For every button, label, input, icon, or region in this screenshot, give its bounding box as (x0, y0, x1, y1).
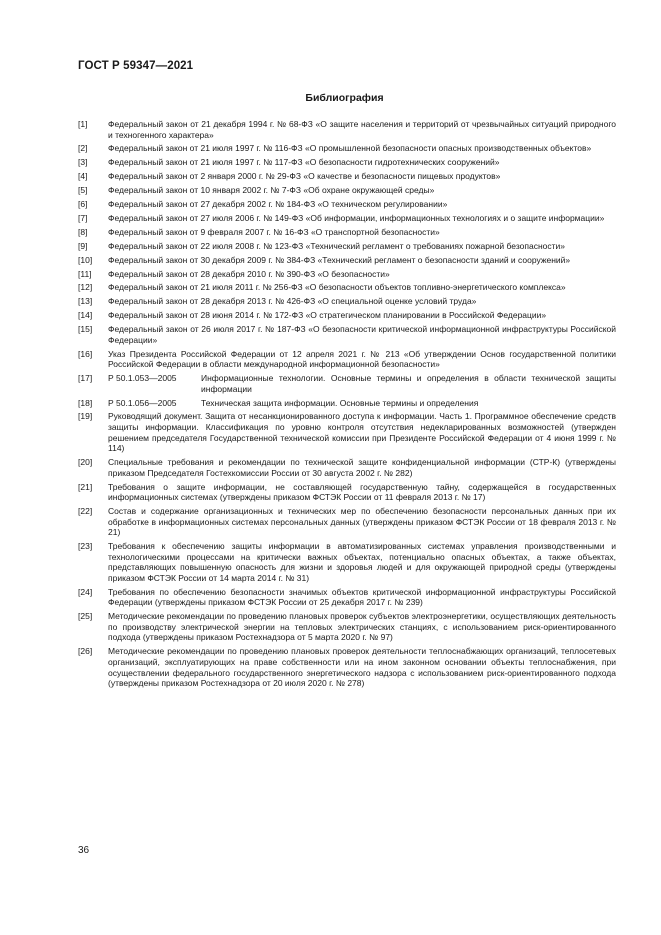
entry-text: Указ Президента Российской Федерации от 12 апреля 2021 г. № 213 «Об утверждении Основ государственной политики Российской Федерации в области международной информационной безопасности» (108, 348, 616, 370)
bibliography-entry (78, 119, 616, 140)
entry-text: Требования по обеспечению безопасности значимых объектов критической информационной инфраструктуры Российской Федерации (утверждены приказом ФСТЭК России от 25 декабря 2017 г. № 239) (108, 586, 616, 608)
bibliography-entry (78, 185, 616, 196)
page-number: 36 (78, 845, 90, 856)
entry-number: [16] (78, 348, 93, 359)
section-title (0, 92, 661, 104)
entry-number: [21] (78, 481, 93, 492)
entry-number: [22] (78, 506, 93, 517)
entry-number: [2] (78, 143, 88, 154)
entry-text: Федеральный закон от 30 декабря 2009 г. № 384-ФЗ «Технический регламент о безопасности зданий и сооружений» (108, 254, 571, 265)
entry-number: [3] (78, 157, 88, 168)
entry-text: Федеральный закон от 28 декабря 2013 г. № 426-ФЗ «О специальной оценке условий труда» (108, 296, 477, 307)
entry-text: Федеральный закон от 26 июля 2017 г. № 187-ФЗ «О безопасности критической информационной инфраструктуры Российской Федерации» (108, 324, 616, 345)
entry-number: [24] (78, 586, 93, 597)
entry-number: [10] (78, 254, 93, 265)
bibliography-entry (78, 241, 616, 252)
entry-number: [7] (78, 212, 88, 223)
entry-number: [23] (78, 541, 93, 552)
bibliography-list (78, 119, 616, 692)
entry-text: Методические рекомендации по проведению плановых проверок деятельности теплоснабжающих организаций, теплосетевых организаций, эксплуатирующих на праве собственности или на ином законном основании объекты теплоснабжения, при осуществлении федерального государственного энергетического надзора с использованием риск-ориентированного подхода (утверждены приказом Ростехнадзора от 20 июля 2020 г. № 278) (108, 646, 616, 689)
bibliography-entry (78, 506, 616, 538)
document-header: ГОСТ Р 59347—2021 (78, 60, 194, 72)
entry-number: [4] (78, 171, 88, 182)
entry-number: [19] (78, 411, 93, 422)
bibliography-entry (78, 611, 616, 643)
entry-number: [8] (78, 226, 88, 237)
bibliography-entry (78, 541, 616, 583)
entry-number: [9] (78, 240, 88, 251)
entry-standard-code: Р 50.1.053—2005 (108, 373, 177, 384)
entry-number: [6] (78, 199, 88, 210)
entry-text: Федеральный закон от 21 декабря 1994 г. № 68-ФЗ «О защите населения и территорий от чрезвычайных ситуаций природного и техногенного характера» (108, 119, 616, 140)
entry-number: [12] (78, 282, 93, 293)
entry-text: Федеральный закон от 21 июля 1997 г. № 117-ФЗ «О безопасности гидротехнических сооружений» (108, 157, 500, 168)
bibliography-entry (78, 646, 616, 688)
bibliography-entry (78, 482, 616, 503)
entry-text: Руководящий документ. Защита от несанкционированного доступа к информации. Часть 1. Программное обеспечение средств защиты информации. Классификация по уровню контроля отсутствия недекларированных возможностей (утвержден решением председателя Государственной технической комиссии при Президенте Российской Федерации от 4 июня 1999 г. № 114) (108, 411, 616, 454)
entry-number: [26] (78, 646, 93, 657)
bibliography-entry (78, 157, 616, 168)
entry-number: [17] (78, 373, 93, 384)
bibliography-entry (78, 587, 616, 608)
entry-standard-code: Р 50.1.056—2005 (108, 397, 177, 408)
entry-text: Федеральный закон от 10 января 2002 г. № 7-ФЗ «Об охране окружающей среды» (108, 185, 435, 196)
entry-number: [13] (78, 296, 93, 307)
entry-number: [20] (78, 457, 93, 468)
entry-text: Федеральный закон от 2 января 2000 г. № 29-ФЗ «О качестве и безопасности пищевых продуктов» (108, 171, 501, 182)
bibliography-entry (78, 143, 616, 154)
entry-text: Федеральный закон от 27 декабря 2002 г. № 184-ФЗ «О техническом регулировании» (108, 199, 448, 210)
bibliography-entry (78, 227, 616, 238)
bibliography-entry (78, 282, 616, 293)
section-title-text: Библиография (305, 92, 384, 104)
bibliography-entry (78, 349, 616, 370)
bibliography-entry (78, 457, 616, 478)
bibliography-entry (78, 171, 616, 182)
entry-text: Требования к обеспечению защиты информации в автоматизированных системах управления производственными и технологическими процессами на критически важных объектах, потенциально опасных объектах, а также объектах, представляющих повышенную опасность для жизни и здоровья людей и для окружающей природной среды (утверждены приказом ФСТЭК России от 14 марта 2014 г. № 31) (108, 541, 616, 583)
bibliography-entry (78, 296, 616, 307)
entry-text: Федеральный закон от 22 июля 2008 г. № 123-ФЗ «Технический регламент о требованиях пожарной безопасности» (108, 240, 565, 251)
entry-text: Федеральный закон от 21 июля 2011 г. № 256-ФЗ «О безопасности объектов топливно-энергетического комплекса» (108, 282, 566, 293)
entry-number: [5] (78, 185, 88, 196)
bibliography-entry (78, 199, 616, 210)
entry-number: [25] (78, 611, 93, 622)
entry-number: [15] (78, 324, 93, 335)
entry-text: Федеральный закон от 21 июля 1997 г. № 116-ФЗ «О промышленной безопасности опасных производственных объектов» (108, 143, 592, 154)
entry-number: [1] (78, 119, 88, 129)
bibliography-entry (78, 213, 616, 224)
entry-number: [11] (78, 268, 92, 279)
bibliography-entry (78, 398, 616, 409)
entry-text: Специальные требования и рекомендации по технической защите конфиденциальной информации (СТР-К) (утверждены приказом Председателя Гостехкомиссии России от 30 августа 2002 г. № 282) (108, 457, 616, 478)
entry-text: Информационные технологии. Основные термины и определения в области технической защиты информации (201, 373, 616, 394)
entry-text: Методические рекомендации по проведению плановых проверок субъектов электроэнергетики, осуществляющих деятельность по производству электрической энергии на тепловых электрических станциях, с использованием риск-ориентированного подхода (утверждены приказом Ростехнадзора от 5 марта 2020 г. № 97) (108, 611, 616, 643)
entry-text: Федеральный закон от 28 июня 2014 г. № 172-ФЗ «О стратегическом планировании в Российской Федерации» (108, 310, 547, 321)
entry-text: Федеральный закон от 9 февраля 2007 г. № 16-ФЗ «О транспортной безопасности» (108, 226, 440, 237)
bibliography-entry (78, 411, 616, 453)
entry-text: Федеральный закон от 27 июля 2006 г. № 149-ФЗ «Об информации, информационных технологиях и о защите информации» (108, 212, 605, 223)
bibliography-entry (78, 373, 616, 394)
entry-text: Требования о защите информации, не составляющей государственную тайну, содержащейся в государственных информационных системах (утверждены приказом ФСТЭК России от 11 февраля 2013 г. № 17) (108, 481, 616, 503)
bibliography-entry (78, 269, 616, 280)
bibliography-entry (78, 324, 616, 345)
entry-text: Техническая защита информации. Основные термины и определения (201, 397, 479, 408)
entry-number: [18] (78, 397, 93, 408)
entry-text: Состав и содержание организационных и технических мер по обеспечению безопасности персональных данных при их обработке в информационных системах персональных данных (утверждены приказом ФСТЭК России от 18 февраля 2013 г. № 21) (108, 506, 616, 538)
entry-number: [14] (78, 310, 93, 321)
bibliography-entry (78, 255, 616, 266)
bibliography-entry (78, 310, 616, 321)
entry-text: Федеральный закон от 28 декабря 2010 г. № 390-ФЗ «О безопасности» (108, 268, 390, 279)
